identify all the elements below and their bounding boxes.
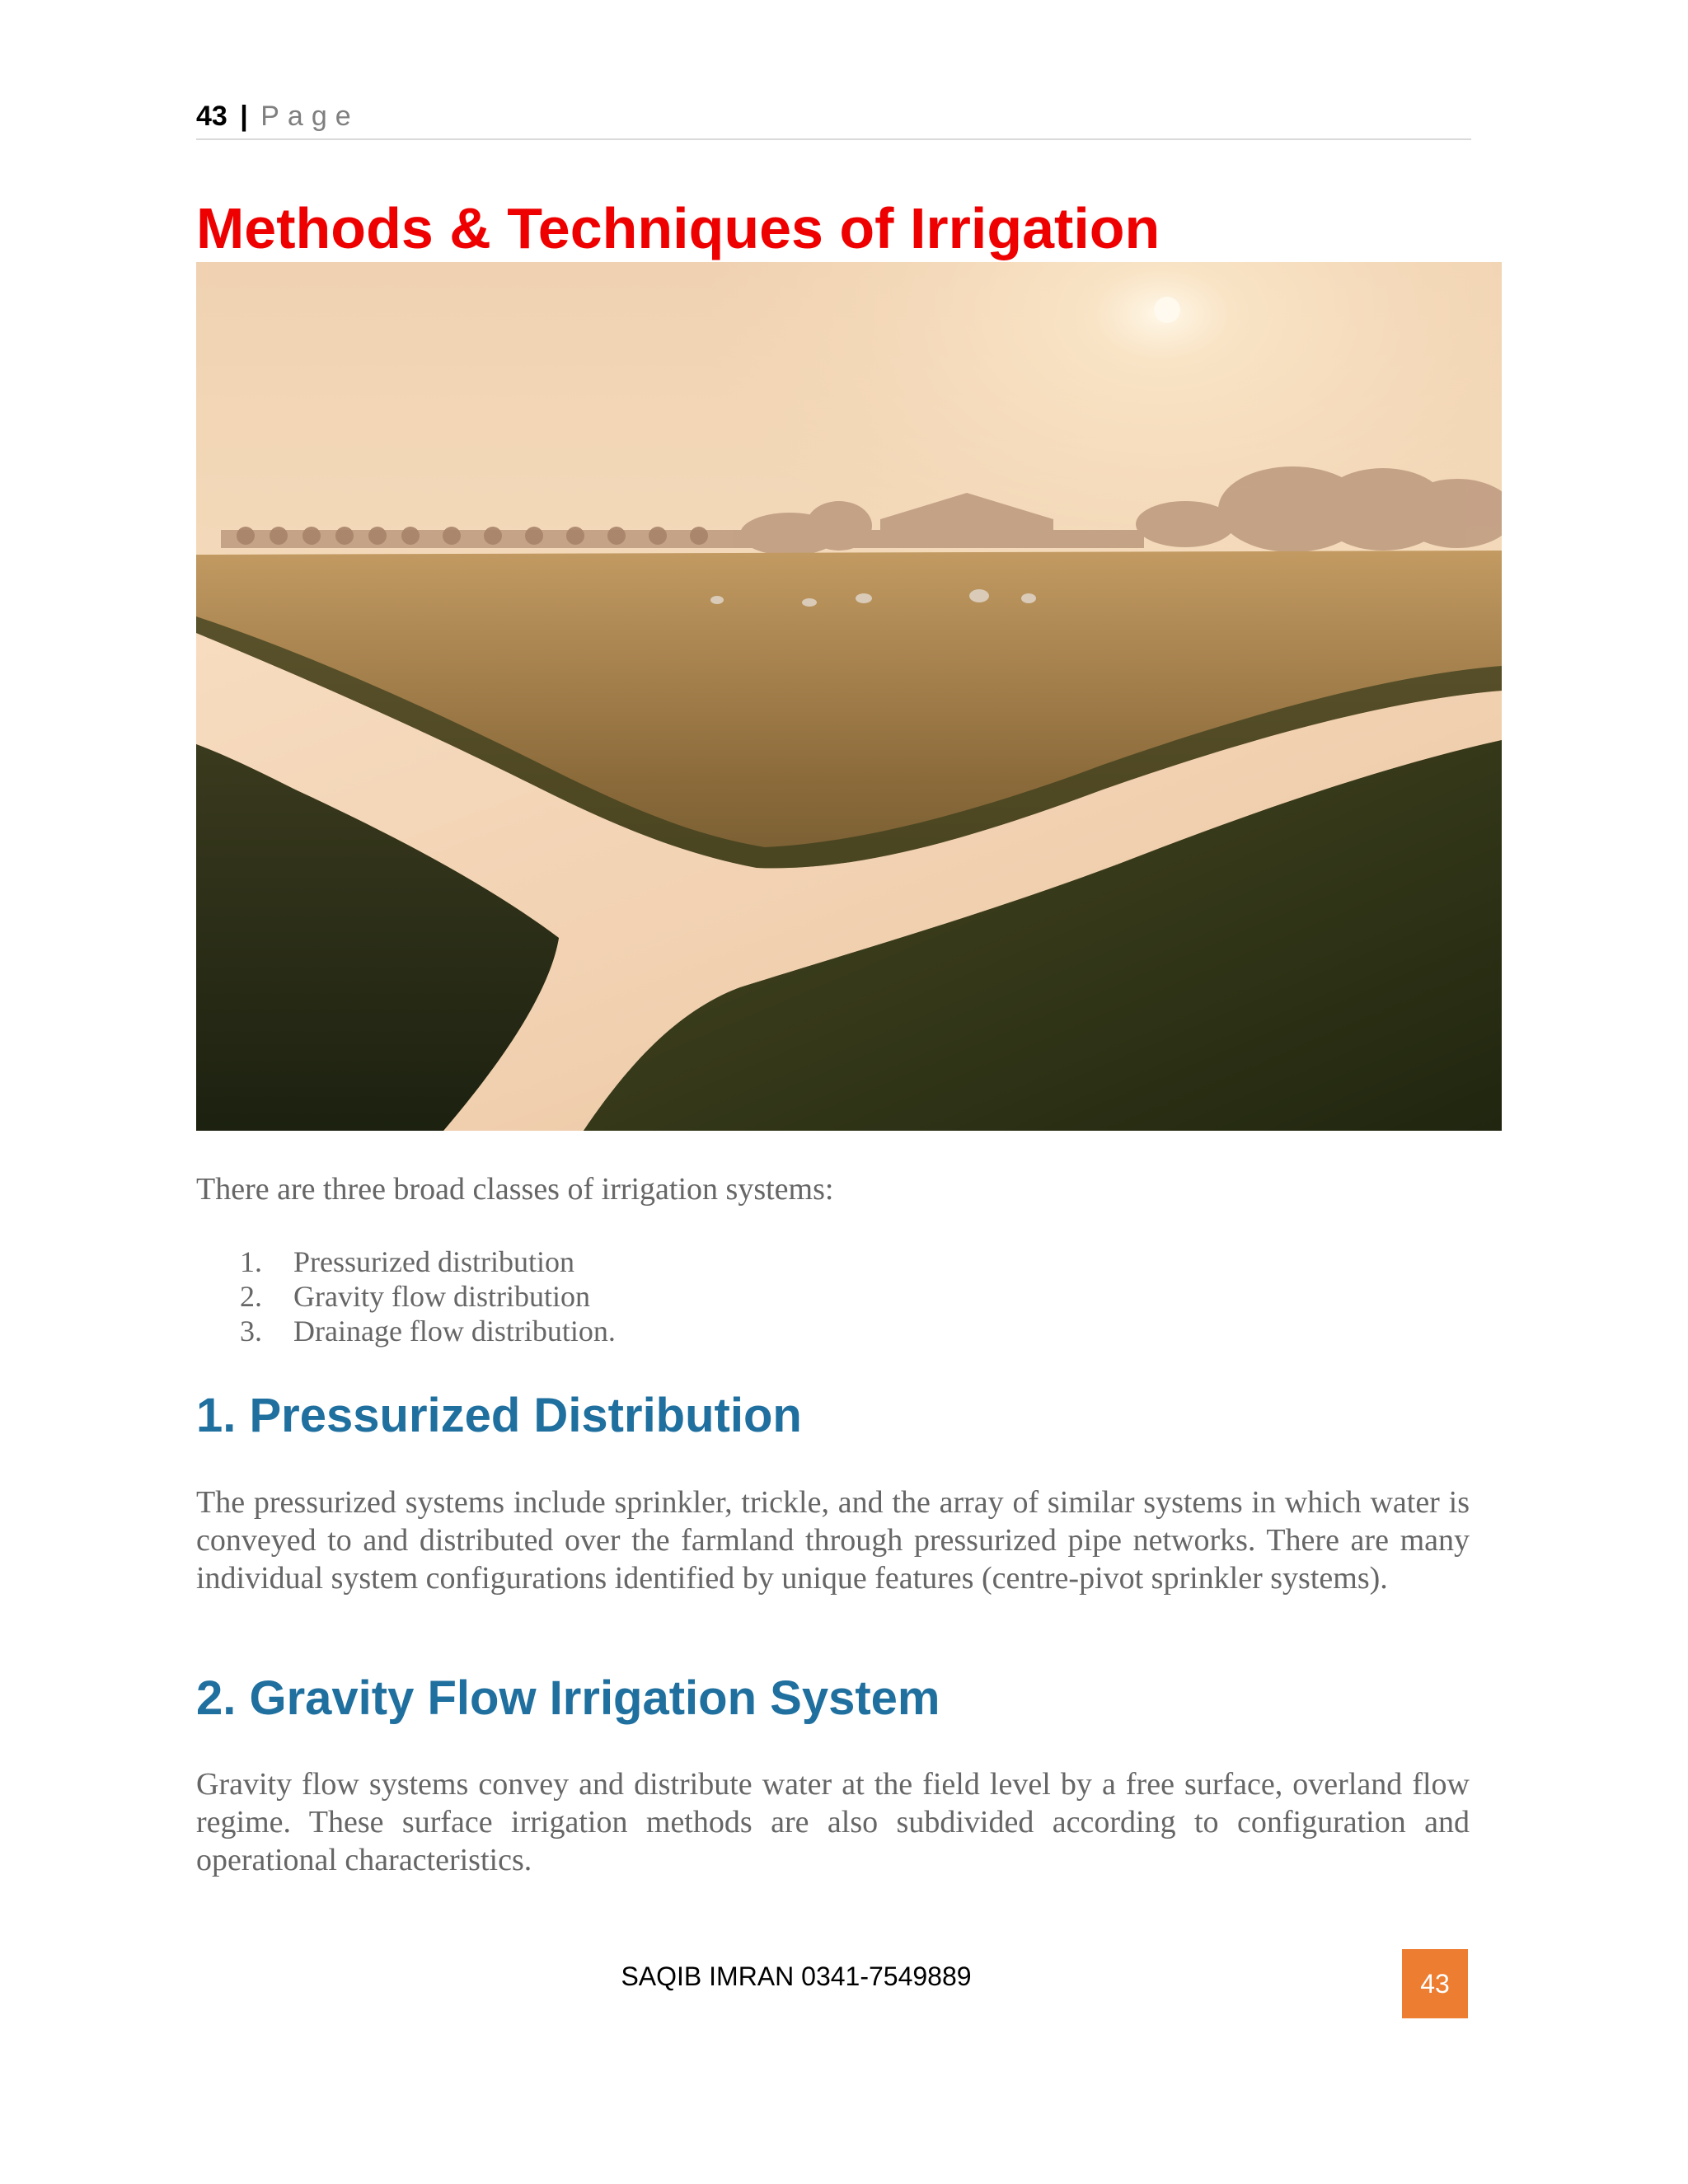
list-item — [196, 1244, 616, 1279]
list-item-text: Drainage flow distribution. — [293, 1315, 616, 1347]
header-separator: | — [240, 101, 248, 132]
list-item — [196, 1314, 616, 1348]
irrigation-canal-photo — [196, 262, 1502, 1131]
page-header — [196, 97, 1471, 140]
section-body-pressurized: The pressurized systems include sprinkler, trickle, and the array of similar systems in which water is conveyed to and distributed over the farmland through pressurized pipe networks. There are many individual system configurations identified by unique features (centre-pivot sprinkler systems). — [196, 1485, 1470, 1596]
footer-page-number-box: 43 — [1402, 1949, 1468, 2018]
intro-text: There are three broad classes of irrigation systems: — [196, 1172, 834, 1207]
page-title: Methods & Techniques of Irrigation — [196, 196, 1160, 260]
list-item-number: 3. — [240, 1315, 262, 1347]
list-item-number: 1. — [240, 1245, 262, 1278]
section-body-gravity: Gravity flow systems convey and distribute water at the field level by a free surface, overland flow regime. These surface irrigation methods are also subdivided according to configuration and operational characteristics. — [196, 1767, 1470, 1877]
list-item-text: Gravity flow distribution — [293, 1280, 590, 1313]
irrigation-classes-list — [196, 1244, 616, 1348]
header-page-label: Page — [260, 101, 359, 132]
list-item-number: 2. — [240, 1280, 262, 1313]
footer-author: SAQIB IMRAN 0341-7549889 — [621, 1961, 972, 1991]
section-heading-gravity: 2. Gravity Flow Irrigation System — [196, 1671, 940, 1725]
section-heading-pressurized: 1. Pressurized Distribution — [196, 1389, 802, 1442]
header-page-number: 43 — [196, 101, 227, 132]
list-item-text: Pressurized distribution — [293, 1245, 574, 1278]
list-item — [196, 1279, 616, 1314]
